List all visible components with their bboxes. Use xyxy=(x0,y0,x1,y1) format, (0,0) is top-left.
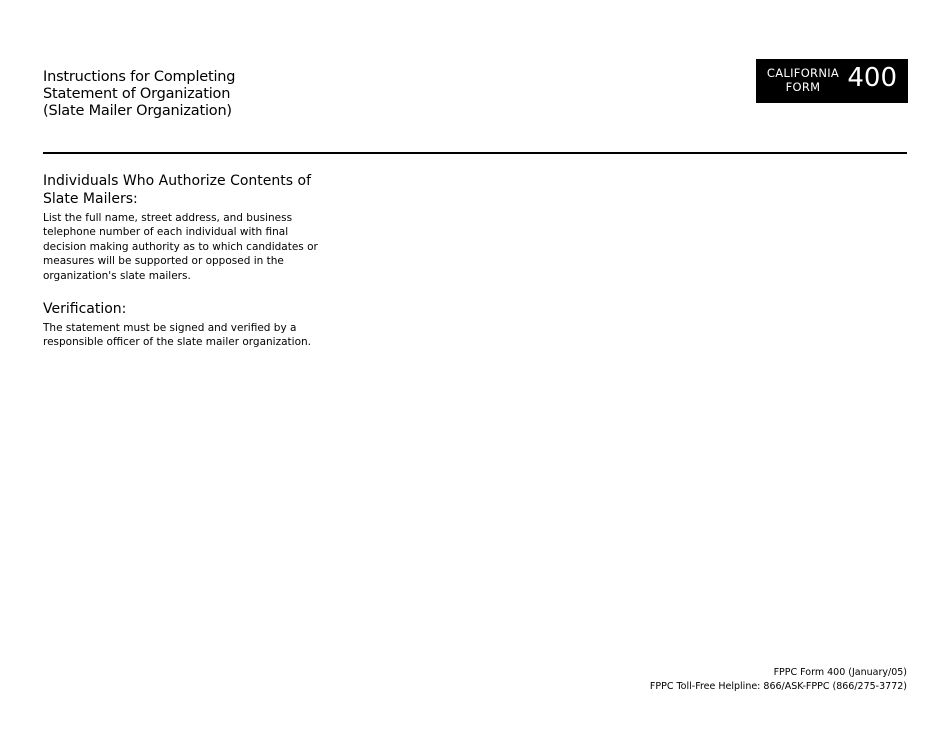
section-body-authorize xyxy=(43,211,328,283)
section-heading-authorize xyxy=(43,172,323,208)
section-body-line: organization's slate mailers. xyxy=(43,269,191,282)
title-line-1: Instructions for Completing xyxy=(43,69,236,85)
section-body-verification xyxy=(43,321,328,350)
section-heading-verification xyxy=(43,300,323,318)
form-badge-form: FORM xyxy=(785,80,821,94)
form-badge-state: CALIFORNIA xyxy=(766,66,840,80)
form-badge-number: 400 xyxy=(847,63,897,93)
section-heading-line: Slate Mailers: xyxy=(43,191,138,207)
footer-form-id: FPPC Form 400 (January/05) xyxy=(773,667,907,678)
header-divider xyxy=(43,152,907,154)
title-line-3: (Slate Mailer Organization) xyxy=(43,103,232,119)
section-body-line: measures will be supported or opposed in the xyxy=(43,255,284,268)
section-body-line: List the full name, street address, and business xyxy=(43,212,293,224)
page-footer xyxy=(650,666,907,693)
section-body-line: telephone number of each individual with final xyxy=(43,226,289,239)
section-body-line: The statement must be signed and verified by a xyxy=(43,322,297,334)
form-number-badge xyxy=(756,59,908,103)
section-heading-line: Verification: xyxy=(43,301,127,317)
title-line-2: Statement of Organization xyxy=(43,86,231,102)
footer-helpline: FPPC Toll-Free Helpline: 866/ASK-FPPC (866/275-3772) xyxy=(649,680,907,692)
form-badge-label xyxy=(765,66,841,94)
section-body-line: decision making authority as to which candidates or xyxy=(43,240,318,253)
section-body-line: responsible officer of the slate mailer organization. xyxy=(43,336,311,349)
document-title xyxy=(43,69,343,120)
section-heading-line: Individuals Who Authorize Contents of xyxy=(43,173,312,189)
